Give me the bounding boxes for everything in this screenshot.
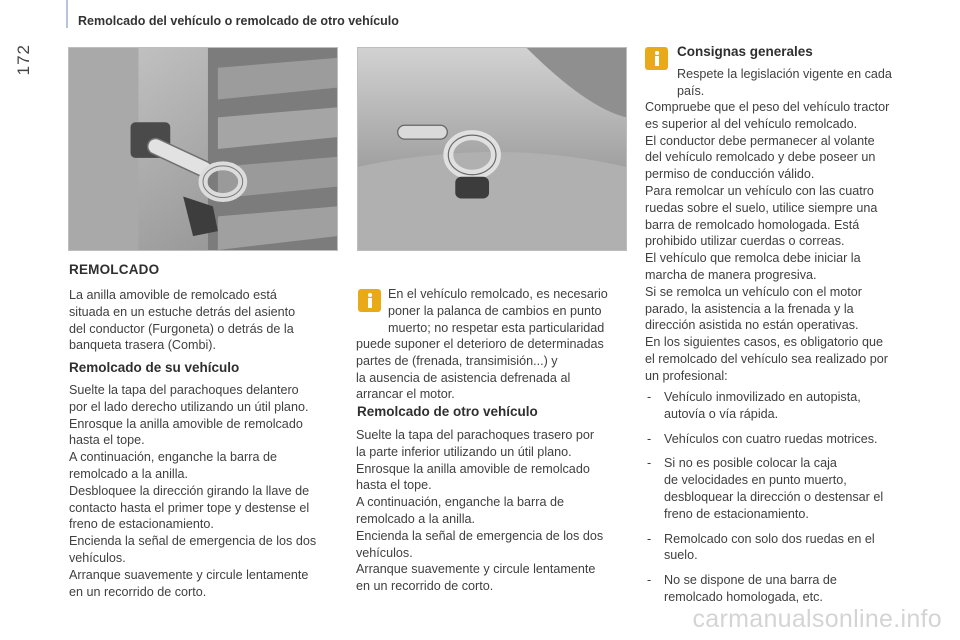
front-tow-eye-photo [68,47,338,251]
list-item: - Vehículos con cuatro ruedas motrices. [645,431,915,448]
professional-cases-list [645,389,915,614]
section-intro: La anilla amovible de remolcado está situada en un estuche detrás del asiento del conductor (Furgoneta) o detrás de la banqueta trasera (Combi). [69,288,296,353]
general-text: Compruebe que el peso del vehículo tractor es superior al del vehículo remolcado. El conductor debe permanecer al volante del vehículo remolcado y debe poseer un permiso de conducción válido. Para remolcar un vehículo con las cuatro ruedas sobre el suelo, utilice siempre una barra de remolcado homologada. Está prohibido utilizar cuerdas o correas. El vehículo que remolca debe iniciar la marcha de manera progresiva. Si se remolca un vehículo con el motor parado, la asistencia a la frenada y la dirección asistida no están operativas. En los siguientes casos, es obligatorio que el remolcado del vehículo sea realizado por un profesional: [645,100,890,383]
other-vehicle-title: Remolcado de otro vehículo [357,404,538,419]
own-vehicle-title: Remolcado de su vehículo [69,360,240,375]
general-lead: Respete la legislación vigente en cada país. [677,67,892,98]
watermark: carmanualsonline.info [692,605,942,633]
info-icon [645,47,668,70]
running-title: Remolcado del vehículo o remolcado de otro vehículo [78,14,399,28]
list-item: - No se dispone de una barra de remolcado homologada, etc. [645,572,915,606]
list-item: - Si no es posible colocar la caja de velocidades en punto muerto, desbloquear la dirección o destensar el freno de estacionamiento. [645,455,915,522]
section-title: REMOLCADO [69,262,160,277]
other-vehicle-text: Suelte la tapa del parachoques trasero por la parte inferior utilizando un útil plano. Enrosque la anilla amovible de remolcado hasta el tope. A continuación, enganche la barra de remolcado a la anilla. Encienda la señal de emergencia de los dos vehículos. Arranque suavemente y circule lentamente en un recorrido de corto. [356,428,604,594]
page-number: 172 [14,44,33,76]
note-text-indented: En el vehículo remolcado, es necesario poner la palanca de cambios en punto muerto; no respetar esta particularidad [388,287,608,335]
own-vehicle-text: Suelte la tapa del parachoques delantero por el lado derecho utilizando un útil plano. Enrosque la anilla amovible de remolcado hasta el tope. A continuación, enganche la barra de remolcado a la anilla. Desbloquee la dirección girando la llave de contacto hasta el primer tope y destense el freno de estacionamiento. Encienda la señal de emergencia de los dos vehículos. Arranque suavemente y circule lentamente en un recorrido de corto. [69,383,317,599]
info-icon [358,289,381,312]
list-item: - Remolcado con solo dos ruedas en el suelo. [645,531,915,565]
rear-tow-eye-photo [357,47,627,251]
header-accent-bar [66,0,68,28]
note-text-full: puede suponer el deterioro de determinadas partes de (frenada, transimisión...) y la ausencia de asistencia defrenada al arrancar el motor. [356,337,604,402]
general-title: Consignas generales [677,44,813,59]
list-item: - Vehículo inmovilizado en autopista, autovía o vía rápida. [645,389,915,423]
